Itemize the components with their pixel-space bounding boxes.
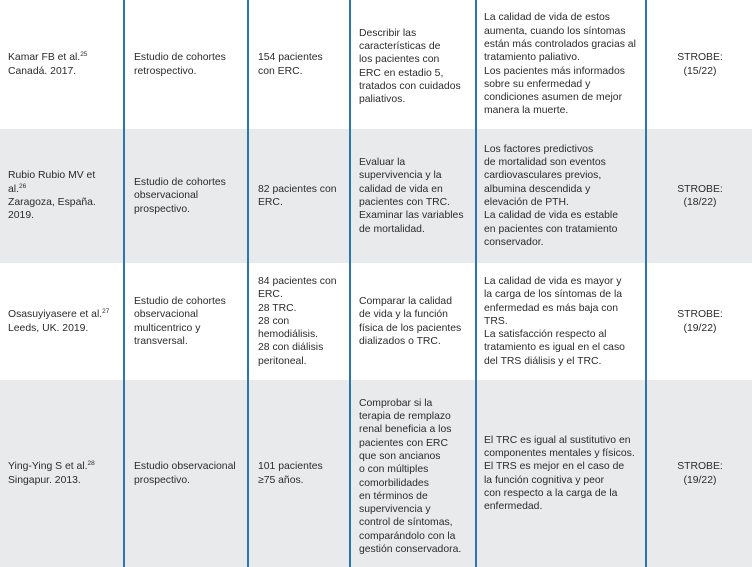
reference-number: 26 [18,182,27,190]
sample-cell: 84 pacientes con ERC. 28 TRC. 28 con hemodiálisis. 28 con diálisis peritoneal. [258,275,337,367]
author-cell [8,0,123,129]
quality-cell: STROBE: (15/22) [677,52,723,77]
design-cell: Estudio observacional prospectivo. [134,461,236,486]
sample-cell: 101 pacientes ≥75 años. [258,461,323,486]
objective-cell: Comprobar si la terapia de remplazo renal beneficia a los pacientes con ERC que son ancianos o con múltiples comorbilidades en términos de supervivencia y control de síntomas, comparándolo con la gestión conservadora. [359,397,462,555]
author-name: Ying-Ying S et al. [8,461,88,473]
design-cell: Estudio de cohortes observacional multicentrico y transversal. [134,295,226,347]
objective-cell: Comparar la calidad de vida y la función física de los pacientes dializados o TRC. [359,295,462,347]
study-location: Zaragoza, España. 2019. [8,197,96,222]
study-location: Canadá. 2017. [8,65,77,77]
table-row [0,380,752,567]
author-cell [8,380,123,567]
column-divider [123,0,125,567]
author-name: Rubio Rubio MV et al. [8,170,96,195]
quality-cell: STROBE: (19/22) [677,461,723,486]
study-location: Singapur. 2013. [8,474,81,486]
author-name: Osasuyiyasere et al. [8,309,103,321]
quality-cell: STROBE: (18/22) [677,183,723,208]
column-divider [247,0,249,567]
objective-cell: Evaluar la supervivencia y la calidad de vida en pacientes con TRC. Examinar las variables de mortalidad. [359,157,464,235]
table-row [0,0,752,129]
column-divider [349,0,351,567]
quality-cell: STROBE: (19/22) [677,309,723,334]
column-divider [475,0,477,567]
reference-number: 25 [80,51,88,59]
results-cell: La calidad de vida es mayor y la carga de los síntomas de la enfermedad es más baja con TRS. La satisfacción respecto al tratamiento es igual en el caso del TRS diálisis y el TRC. [484,275,625,367]
results-cell: La calidad de vida de estos aumenta, cuando los síntomas están más controlados gracias al tratamiento paliativo. Los pacientes más informados sobre su enfermedad y condiciones asumen de mejor manera la muerte. [484,12,636,117]
author-cell [8,129,123,263]
author-cell [8,263,123,380]
sample-cell: 82 pacientes con ERC. [258,183,337,208]
results-cell: El TRC es igual al sustitutivo en componentes mentales y físicos. El TRS es mejor en el caso de la función cognitiva y peor con respecto a la carga de la enfermedad. [484,434,635,513]
design-cell: Estudio de cohortes retrospectivo. [134,52,226,77]
reference-number: 28 [87,460,95,468]
design-cell: Estudio de cohortes observacional prospectivo. [134,177,226,215]
sample-cell: 154 pacientes con ERC. [258,52,323,77]
objective-cell: Describir las características de los pacientes con ERC en estadio 5, tratados con cuidados paliativos. [359,27,461,106]
results-cell: Los factores predictivos de mortalidad son eventos cardiovasculares previos, albumina descendida y elevación de PTH. La calidad de vida es estable en pacientes con tratamiento conservador. [484,143,619,248]
column-divider [645,0,647,567]
table-row [0,263,752,380]
table-row [0,129,752,263]
study-location: Leeds, UK. 2019. [8,322,89,334]
author-name: Kamar FB et al. [8,52,81,64]
reference-number: 27 [102,308,110,316]
